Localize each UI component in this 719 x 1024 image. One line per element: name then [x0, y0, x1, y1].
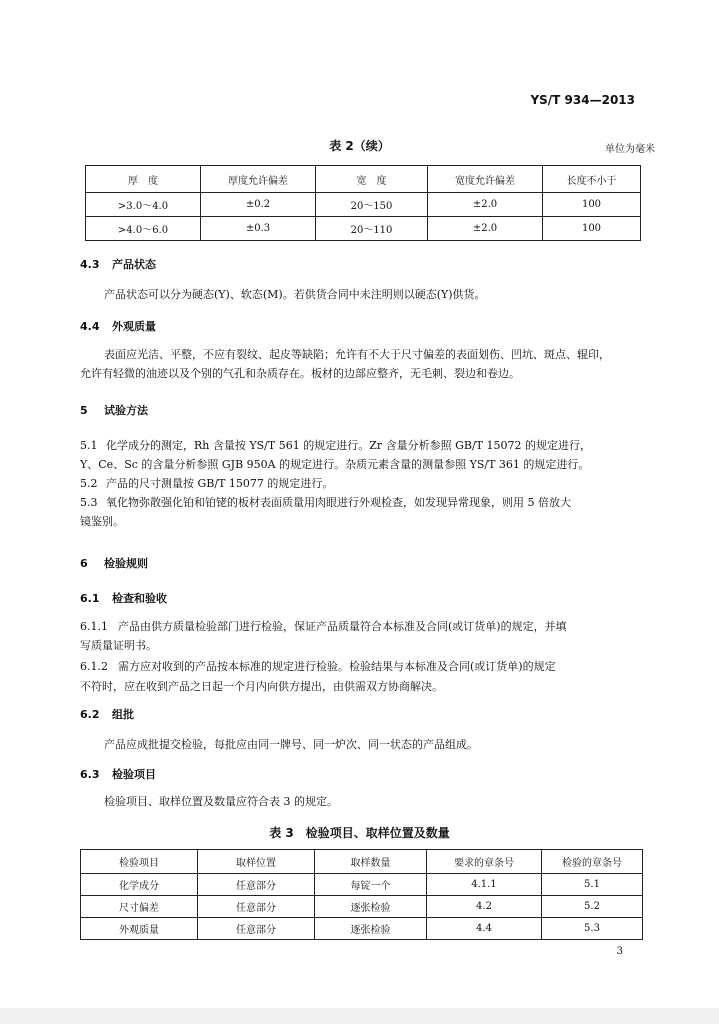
- table-2-header-cell: 长度不小于: [543, 166, 641, 193]
- table-cell: 任意部分: [198, 918, 315, 940]
- section-number: 4.4: [80, 320, 100, 333]
- table-cell: 任意部分: [198, 874, 315, 896]
- section-number: 5: [80, 404, 88, 417]
- table-2-header-cell: 宽度允许偏差: [428, 166, 543, 193]
- section-5-1-line1: [80, 436, 591, 455]
- section-text: 产品由供方质量检验部门进行检验，保证产品质量符合本标准及合同(或订货单)的规定，并填: [118, 620, 567, 633]
- table-cell: 100: [543, 217, 641, 241]
- section-6-2-text: 产品应成批提交检验，每批应由同一牌号、同一炉次、同一状态的产品组成。: [104, 738, 478, 751]
- section-number: 5.1: [80, 439, 98, 452]
- table-row: [86, 193, 641, 217]
- table-2-unit: 单位为毫米: [605, 144, 655, 155]
- standard-number-header: YS/T 934—2013: [530, 93, 635, 107]
- table-2-caption: 表 2（续）: [329, 139, 390, 153]
- section-number: 5.3: [80, 496, 98, 509]
- section-number: 6.1.2: [80, 660, 108, 673]
- section-title: 试验方法: [104, 404, 148, 417]
- section-6-1-1-line2: 写质量证明书。: [80, 639, 157, 652]
- table-cell: 5.3: [542, 918, 643, 940]
- section-4-4-heading: [80, 318, 156, 334]
- table-cell: 外观质量: [81, 918, 198, 940]
- table-cell: ±2.0: [428, 193, 543, 217]
- section-5-3-line2: 镜鉴别。: [80, 515, 124, 528]
- section-number: 6.1.1: [80, 620, 108, 633]
- table-cell: 20～150: [316, 193, 428, 217]
- section-number: 6.1: [80, 592, 100, 605]
- section-number: 4.3: [80, 258, 100, 271]
- section-title: 外观质量: [112, 320, 156, 333]
- section-text: 氧化物弥散强化铂和铂铑的板材表面质量用肉眼进行外观检查，如发现异常现象，则用 5 倍放大: [106, 496, 571, 509]
- table-cell: 尺寸偏差: [81, 896, 198, 918]
- table-2-header-row: [86, 166, 641, 193]
- table-cell: 逐张检验: [315, 896, 427, 918]
- table-2-header-cell: 厚 度: [86, 166, 201, 193]
- section-5-2: [80, 474, 333, 493]
- section-number: 6: [80, 557, 88, 570]
- section-6-1-1-line1: [80, 617, 567, 636]
- table-row: [81, 918, 643, 940]
- section-5-3-line1: [80, 493, 571, 512]
- table-cell: 4.2: [427, 896, 542, 918]
- section-6-1-heading: [80, 590, 167, 606]
- section-4-4-text-line2: 允许有轻微的油迹以及个别的气孔和杂质存在。板材的边部应整齐，无毛刺、裂边和卷边。: [80, 367, 520, 380]
- section-title: 产品状态: [112, 258, 156, 271]
- table-cell: 100: [543, 193, 641, 217]
- section-6-1-2-line2: 不符时，应在收到产品之日起一个月内向供方提出，由供需双方协商解决。: [80, 680, 443, 693]
- section-text: 产品的尺寸测量按 GB/T 15077 的规定进行。: [106, 477, 334, 490]
- section-title: 检查和验收: [112, 592, 167, 605]
- section-6-1-2-line1: [80, 657, 556, 676]
- section-6-2-heading: [80, 706, 134, 722]
- table-3-header-row: [81, 850, 643, 874]
- section-number: 6.3: [80, 768, 100, 781]
- table-3: [80, 849, 643, 940]
- section-text: 化学成分的测定，Rh 含量按 YS/T 561 的规定进行。Zr 含量分析参照 GB/T 15072 的规定进行，: [106, 439, 591, 452]
- section-number: 6.2: [80, 708, 100, 721]
- section-5-1-line2: Y、Ce、Sc 的含量分析参照 GJB 950A 的规定进行。杂质元素含量的测量参照 YS/T 361 的规定进行。: [80, 458, 590, 471]
- table-cell: 每锭一个: [315, 874, 427, 896]
- section-4-3-heading: [80, 256, 156, 272]
- scan-bottom-edge: [0, 1008, 719, 1024]
- section-5-heading: [80, 402, 148, 418]
- table-3-header-cell: 检验的章条号: [542, 850, 643, 874]
- table-3-header-cell: 要求的章条号: [427, 850, 542, 874]
- table-3-header-cell: 取样数量: [315, 850, 427, 874]
- table-3-caption: 表 3 检验项目、取样位置及数量: [269, 826, 450, 840]
- section-title: 检验规则: [104, 557, 148, 570]
- section-6-heading: [80, 555, 148, 571]
- table-2-header-cell: 厚度允许偏差: [201, 166, 316, 193]
- table-cell: >4.0～6.0: [86, 217, 201, 241]
- table-cell: 5.1: [542, 874, 643, 896]
- section-6-3-heading: [80, 766, 156, 782]
- table-2-header-cell: 宽 度: [316, 166, 428, 193]
- table-cell: 4.1.1: [427, 874, 542, 896]
- table-cell: 4.4: [427, 918, 542, 940]
- table-2: [85, 165, 641, 241]
- page-number: 3: [616, 946, 623, 957]
- table-row: [81, 874, 643, 896]
- table-cell: 任意部分: [198, 896, 315, 918]
- section-4-4-text-line1: 表面应光洁、平整，不应有裂纹、起皮等缺陷；允许有不大于尺寸偏差的表面划伤、凹坑、斑点、辊印，: [104, 348, 610, 361]
- table-cell: 20～110: [316, 217, 428, 241]
- table-cell: 逐张检验: [315, 918, 427, 940]
- table-3-header-cell: 取样位置: [198, 850, 315, 874]
- section-title: 组批: [112, 708, 134, 721]
- section-text: 需方应对收到的产品按本标准的规定进行检验。检验结果与本标准及合同(或订货单)的规定: [118, 660, 556, 673]
- table-3-header-cell: 检验项目: [81, 850, 198, 874]
- section-6-3-text: 检验项目、取样位置及数量应符合表 3 的规定。: [104, 795, 338, 808]
- table-cell: ±2.0: [428, 217, 543, 241]
- table-cell: 化学成分: [81, 874, 198, 896]
- table-cell: ±0.3: [201, 217, 316, 241]
- section-number: 5.2: [80, 477, 98, 490]
- table-cell: >3.0～4.0: [86, 193, 201, 217]
- table-cell: 5.2: [542, 896, 643, 918]
- table-row: [81, 896, 643, 918]
- section-4-3-text: 产品状态可以分为硬态(Y)、软态(M)。若供货合同中未注明则以硬态(Y)供货。: [104, 288, 486, 301]
- table-cell: ±0.2: [201, 193, 316, 217]
- section-title: 检验项目: [112, 768, 156, 781]
- table-row: [86, 217, 641, 241]
